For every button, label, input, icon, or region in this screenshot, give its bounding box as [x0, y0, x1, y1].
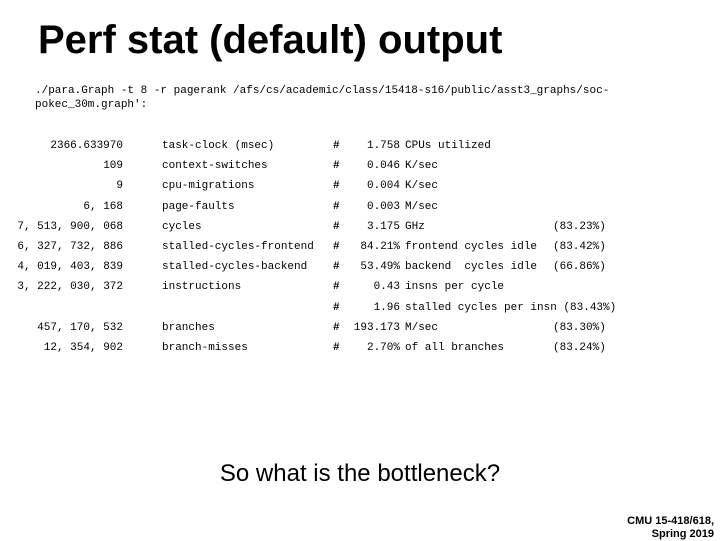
metric-description: K/sec	[405, 160, 439, 173]
metric-description: M/sec	[405, 321, 439, 334]
metric-value: 193.173	[353, 321, 400, 334]
event-name: instructions	[162, 281, 242, 294]
stat-row	[0, 139, 720, 159]
comment-marker: #	[333, 140, 340, 152]
term-label: Spring 2019	[651, 528, 714, 540]
slide-title: Perf stat (default) output	[38, 18, 503, 62]
counter-value: 12, 354, 902	[43, 341, 123, 354]
metric-value: 1.758	[366, 140, 400, 152]
stat-row	[0, 220, 720, 240]
comment-marker: #	[333, 180, 340, 193]
event-name: page-faults	[162, 200, 235, 213]
metric-value: 0.046	[366, 160, 400, 173]
metric-description: of all branches	[405, 341, 505, 354]
comment-marker: #	[333, 220, 340, 233]
sample-percent: (66.86%)	[553, 261, 606, 274]
sample-percent: (83.24%)	[553, 341, 606, 354]
comment-marker: #	[333, 160, 340, 173]
event-name: stalled-cycles-frontend	[162, 240, 314, 253]
metric-value: 3.175	[366, 220, 400, 233]
metric-description: M/sec	[405, 200, 439, 213]
counter-value: 3, 222, 030, 372	[17, 281, 123, 294]
course-footer	[627, 515, 714, 541]
stat-row	[0, 240, 720, 260]
metric-value: 1.96	[373, 301, 400, 314]
metric-value: 53.49%	[360, 261, 400, 274]
counter-value: 4, 019, 403, 839	[17, 261, 123, 274]
stat-row	[0, 260, 720, 280]
comment-marker: #	[333, 301, 340, 314]
metric-description: CPUs utilized	[405, 140, 491, 152]
stat-row	[0, 179, 720, 199]
metric-description: backend cycles idle	[405, 261, 538, 274]
event-name: branches	[162, 321, 215, 334]
stat-row	[0, 341, 720, 361]
comment-marker: #	[333, 240, 340, 253]
metric-value: 84.21%	[360, 240, 400, 253]
metric-value: 2.70%	[366, 341, 400, 354]
counter-value: 109	[103, 160, 123, 173]
metric-description: GHz	[405, 220, 425, 233]
comment-marker: #	[333, 321, 340, 334]
counter-value: 9	[116, 180, 123, 193]
perf-stat-table	[0, 139, 720, 361]
event-name: cycles	[162, 220, 202, 233]
stat-row	[0, 301, 720, 321]
metric-description: stalled cycles per insn (83.43%)	[405, 301, 617, 314]
counter-value: 6, 168	[83, 200, 123, 213]
metric-value: 0.003	[366, 200, 400, 213]
comment-marker: #	[333, 341, 340, 354]
event-name: stalled-cycles-backend	[162, 261, 308, 274]
comment-marker: #	[333, 261, 340, 274]
sample-percent: (83.30%)	[553, 321, 606, 334]
event-name: branch-misses	[162, 341, 248, 354]
counter-value: 457, 170, 532	[37, 321, 123, 334]
event-name: cpu-migrations	[162, 180, 255, 193]
counter-value: 6, 327, 732, 886	[17, 240, 123, 253]
stat-row	[0, 200, 720, 220]
metric-description: K/sec	[405, 180, 439, 193]
sample-percent: (83.42%)	[553, 240, 606, 253]
question-text: So what is the bottleneck?	[219, 460, 501, 487]
metric-description: frontend cycles idle	[405, 240, 538, 253]
stat-row	[0, 280, 720, 300]
event-name: context-switches	[162, 160, 268, 173]
metric-value: 0.43	[373, 281, 400, 294]
counter-value: 7, 513, 900, 068	[17, 220, 123, 233]
sample-percent: (83.23%)	[553, 220, 606, 233]
comment-marker: #	[333, 200, 340, 213]
event-name: task-clock (msec)	[162, 140, 275, 152]
command-line: ./para.Graph -t 8 -r pagerank /afs/cs/academic/class/15418-s16/public/asst3_graphs/soc-pokec_30m.graph':	[35, 85, 610, 111]
stat-row	[0, 159, 720, 179]
stat-row	[0, 321, 720, 341]
course-label: CMU 15-418/618,	[627, 515, 714, 527]
metric-description: insns per cycle	[405, 281, 505, 294]
comment-marker: #	[333, 281, 340, 294]
counter-value: 2366.633970	[50, 140, 123, 152]
metric-value: 0.004	[366, 180, 400, 193]
